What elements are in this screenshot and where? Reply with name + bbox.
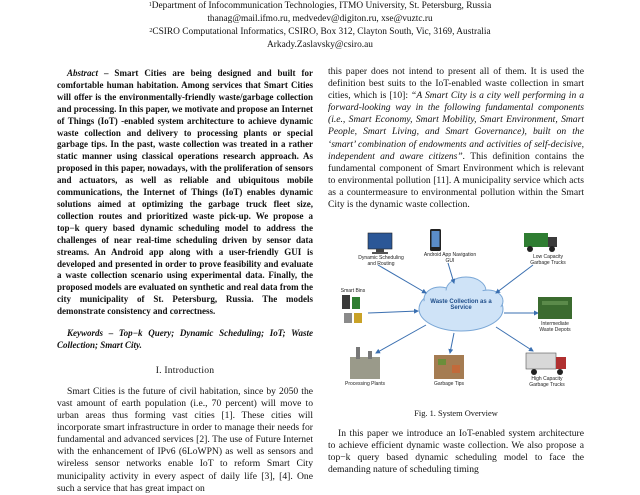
waste-depot-icon [538,297,572,319]
node-processing-plants: Processing Plants [344,381,386,388]
node-smart-bins: Smart Bins [340,288,366,295]
right-column [328,66,584,477]
node-waste-depots: Intermediate Waste Depots [539,321,571,334]
smart-city-definition-paragraph: this paper does not intend to present all of them. It is used the definition best suits to the IoT-enabled waste collection in smart cities, which is [10]: “A Smart City is a city well performing in a forward-looking way in the following fundamental components (i.e., Smart Economy, Smart Mobility, Smart Environment, Smart People, Smart Living, and Smart Governance), built on the ‘smart’ combination of endowments and activities of self-decisive, independent and aware citizens”. This definition contains the fundamental component of Smart Environment which is relevant to environmental pollution [11]. A municipality service which acts as a countermeasure to environmental pollution within the Smart City is the dynamic waste collection. [328,66,585,211]
affiliation-2: $^2$CSIRO Computational Informatics, CSIRO, Box 312, Clayton South, Vic, 3169, Australia [149,27,491,37]
node-android-app: Android App Navigation GUI [423,252,477,265]
affiliation-1: $^1$Department of Infocommunication Technologies, ITMO University, St. Petersburg, Russia [148,1,492,11]
system-overview-figure [328,225,584,403]
abstract-label: Abstract [67,68,99,78]
section-heading-introduction: I. Introduction [155,364,215,376]
computer-icon [368,233,392,254]
contribution-paragraph: In this paper we introduce an IoT-enabled system architecture to achieve efficient dynamic waste collection. We also propose a top−k query based dynamic scheduling model to face the demanding nature of scheduling timing [328,428,584,476]
node-garbage-tips: Garbage Tips [433,381,465,388]
keywords: Keywords – Top−k Query; Dynamic Scheduling; IoT; Waste Collection; Smart City. [57,328,313,350]
high-capacity-truck-icon [526,353,566,375]
processing-plant-icon [350,347,380,379]
android-phone-icon [430,229,441,251]
waste-collection-label: Waste Collection as a Service [430,299,492,312]
node-high-capacity-trucks: High Capacity Garbage Trucks [529,376,565,389]
affiliation-2-email: Arkady.Zaslavsky@csiro.au [267,40,373,50]
abstract [57,68,313,318]
affiliation-1-emails: thanag@mail.ifmo.ru, medvedev@digiton.ru, xse@vuztc.ru [207,14,433,24]
left-column [57,68,313,495]
low-capacity-truck-icon [524,233,557,252]
smart-city-quote: “A Smart City is a city well performing in a forward-looking way in the following fundamental components (i.e., Smart Economy, Smart Mobility, Smart Environment, Smart People, Smart Living, and Smart Governance), built on the ‘smart’ combination of endowments and activities of self-decisive, independent and aware citizens”. [328,90,585,162]
garbage-tip-icon [434,355,464,379]
abstract-text: – Smart Cities are being designed and built for comfortable human habitation. Among services that Smart Cities will offer is the environmentally-friendly waste/garbage collection and processing. In this paper, we motivate and propose an Internet of Things (IoT) -enabled system architecture to achieve dynamic waste collection and delivery to processing plants or special garbage tips. In the past, waste collection was treated in a rather static manner using classical operations research approach. As proposed in this paper, nowadays, with the proliferation of sensors and actuators, as well as reliable and ubiquitous mobile communications, the Internet of Things (IoT) enables dynamic solutions aimed at optimizing the garbage truck fleet size, collection routes and prioritized waste pick-up. We propose a top−k query based dynamic scheduling model to address the challenges of near real-time scheduling driven by sensor data streams. An Android app along with a user-friendly GUI is developed and presented in order to prove feasibility and evaluate a waste collection scenario using experimental data. Finally, the proposed models are evaluated on synthetic and real data from the city municipality of St. Petersburg, Russia. The models demonstrate consistency and correctness. [57,68,313,317]
figure-caption: Fig. 1. System Overview [414,409,498,419]
intro-paragraph: Smart Cities is the future of civil habitation, since by 2050 the vast amount of earth population (i.e., 70 percent) will move to urban areas thus forming vast cities [1]. These cities will incorporate smart infrastructure in order to manage their needs for fundamental and advanced services [2]. The use of Future Internet with the enhancement of IPv6 (6LoWPN) as well as sensors and wireless sensor networks enable IoT to reform Smart City municipality activity in every aspect of daily life [3], [4]. One such a service that has great impact on [57,385,313,494]
node-dynamic-scheduling: Dynamic Scheduling and Routing [358,255,404,268]
smart-bins-icon [342,295,362,323]
node-low-capacity-trucks: Low Capacity Garbage Trucks [530,254,566,267]
